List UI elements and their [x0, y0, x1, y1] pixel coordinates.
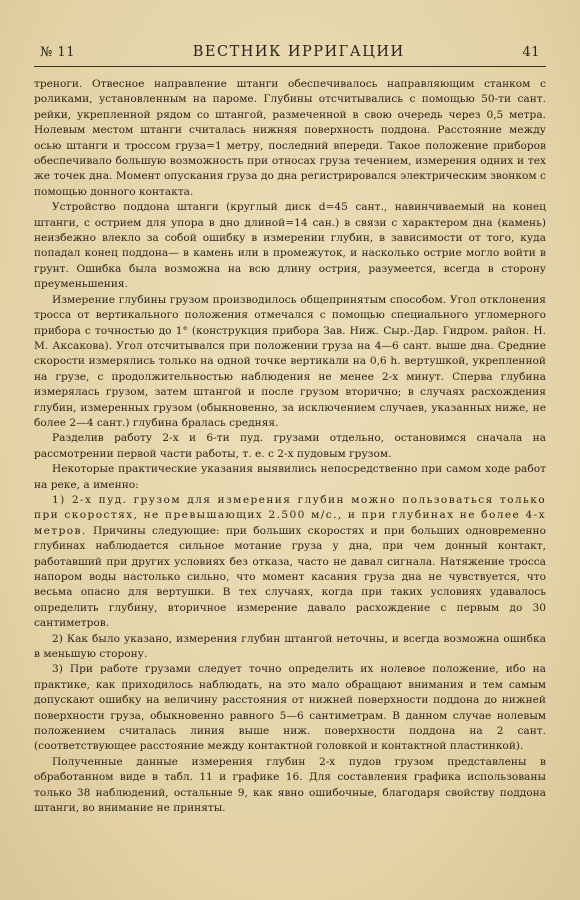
- list-item-1-emphasis: 1) 2-х пуд. грузом для измерения глубин можно пользоваться только при скоростях, не превышающих 2.500 м/с., и при глубинах не более 4-х метров.: [34, 493, 546, 537]
- paragraph-final: Полученные данные измерения глубин 2-х пудов грузом представлены в обработанном виде в табл. 11 и графике 16. Для составления графика использованы только 38 наблюдений, остальные 9, как явно ошибочные, благодаря свойству поддона штанги, во внимание не приняты.: [34, 755, 546, 815]
- journal-title: ВЕСТНИК ИРРИГАЦИИ: [192, 44, 405, 60]
- article-body: [34, 77, 546, 817]
- paragraph-2: Устройство поддона штанги (круглый диск d=45 сант., навинчиваемый на конец штанги, с острием для упора в дно длиной=14 сан.) в связи с характером дна (камень) неизбежно влекло за собой ошибку в измерении глубин, в зависимости от того, куда попадал конец поддона— в камень или в промежуток, и насколько острие могло войти в грунт. Ошибка была возможна на всю длину острия, разумеется, всегда в сторону преуменьшения.: [34, 201, 546, 291]
- paragraph-1: треноги. Отвесное направление штанги обеспечивалось направляющим станком с роликами, установленным на пароме. Глубины отсчитывались с помощью 50-ти сант. рейки, укрепленной рядом со штангой, размеченной в свою очередь через 0,5 метра. Нолевым местом штанги считалась нижняя поверхность поддона. Расстояние между осью штанги и троссом груза=1 метру, последний впереди. Такое положение приборов обеспечивало большую возможность при относах груза течением, измерения одних и тех же точек дна. Момент опускания груза до дна регистрировался электрическим звонком с помощью донного контакта.: [34, 78, 546, 198]
- page-number: 41: [522, 45, 540, 60]
- list-item-3: 3) При работе грузами следует точно определить их нолевое положение, ибо на практике, как приходилось наблюдать, на это мало обращают внимания и тем самым допускают ошибку на величину расстояния от нижней поверхности поддона до нижней поверхности груза, обыкновенно равного 5—6 сантиметрам. В данном случае нолевым положением считалась линия выше ниж. поверхности поддона на 2 сант. (соответствующее расстояние между контактной головкой и контактной пластинкой).: [34, 663, 546, 753]
- running-header: [34, 44, 546, 67]
- list-item-1: [34, 493, 546, 632]
- list-item-2: 2) Как было указано, измерения глубин штангой неточны, и всегда возможна ошибка в меньшую сторону.: [34, 632, 546, 661]
- paragraph-3: Измерение глубины грузом производилось общепринятым способом. Угол отклонения тросса от вертикального положения отмечался с помощью специального угломерного прибора с точностью до 1° (конструкция прибора Зав. Ниж. Сыр.-Дар. Гидром. район. Н. М. Аксакова). Угол отсчитывался при положении груза на 4—6 сант. выше дна. Средние скорости измерялись только на одной точке вертикали на 0,6 h. вертушкой, укрепленной на грузе, с продолжительностью наблюдения не менее 2-х минут. Сперва глубина измерялась грузом, затем штангой и после грузом вторично; в случаях расхождения глубин, измеренных грузом (обыкновенно, за исключением случаев, указанных ниже, не более 2—4 сант.) глубина бралась средняя.: [34, 293, 546, 429]
- paragraph-4: Разделив работу 2-х и 6-ти пуд. грузами отдельно, остановимся сначала на рассмотрении первой части работы, т. е. с 2-х пудовым грузом.: [34, 432, 546, 460]
- list-item-1-text: Причины следующие: при больших скоростях и при больших одновременно глубинах наблюдается сильное мотание груза у дна, при чем донный контакт, работавший при других условиях без отказа, часто не давал сигнала. Натяжение тросса напором воды настолько сильно, что момент касания груза дна не чувствуется, что весьма опасно для вертушки. В тех случаях, когда при таких условиях удавалось определить глубину, вторичное измерение давало расхождение с первым до 30 сантиметров.: [34, 524, 546, 630]
- paragraph-5: Некоторые практические указания выявились непосредственно при самом ходе работ на реке, а именно:: [34, 463, 546, 491]
- issue-number: № 11: [40, 45, 75, 60]
